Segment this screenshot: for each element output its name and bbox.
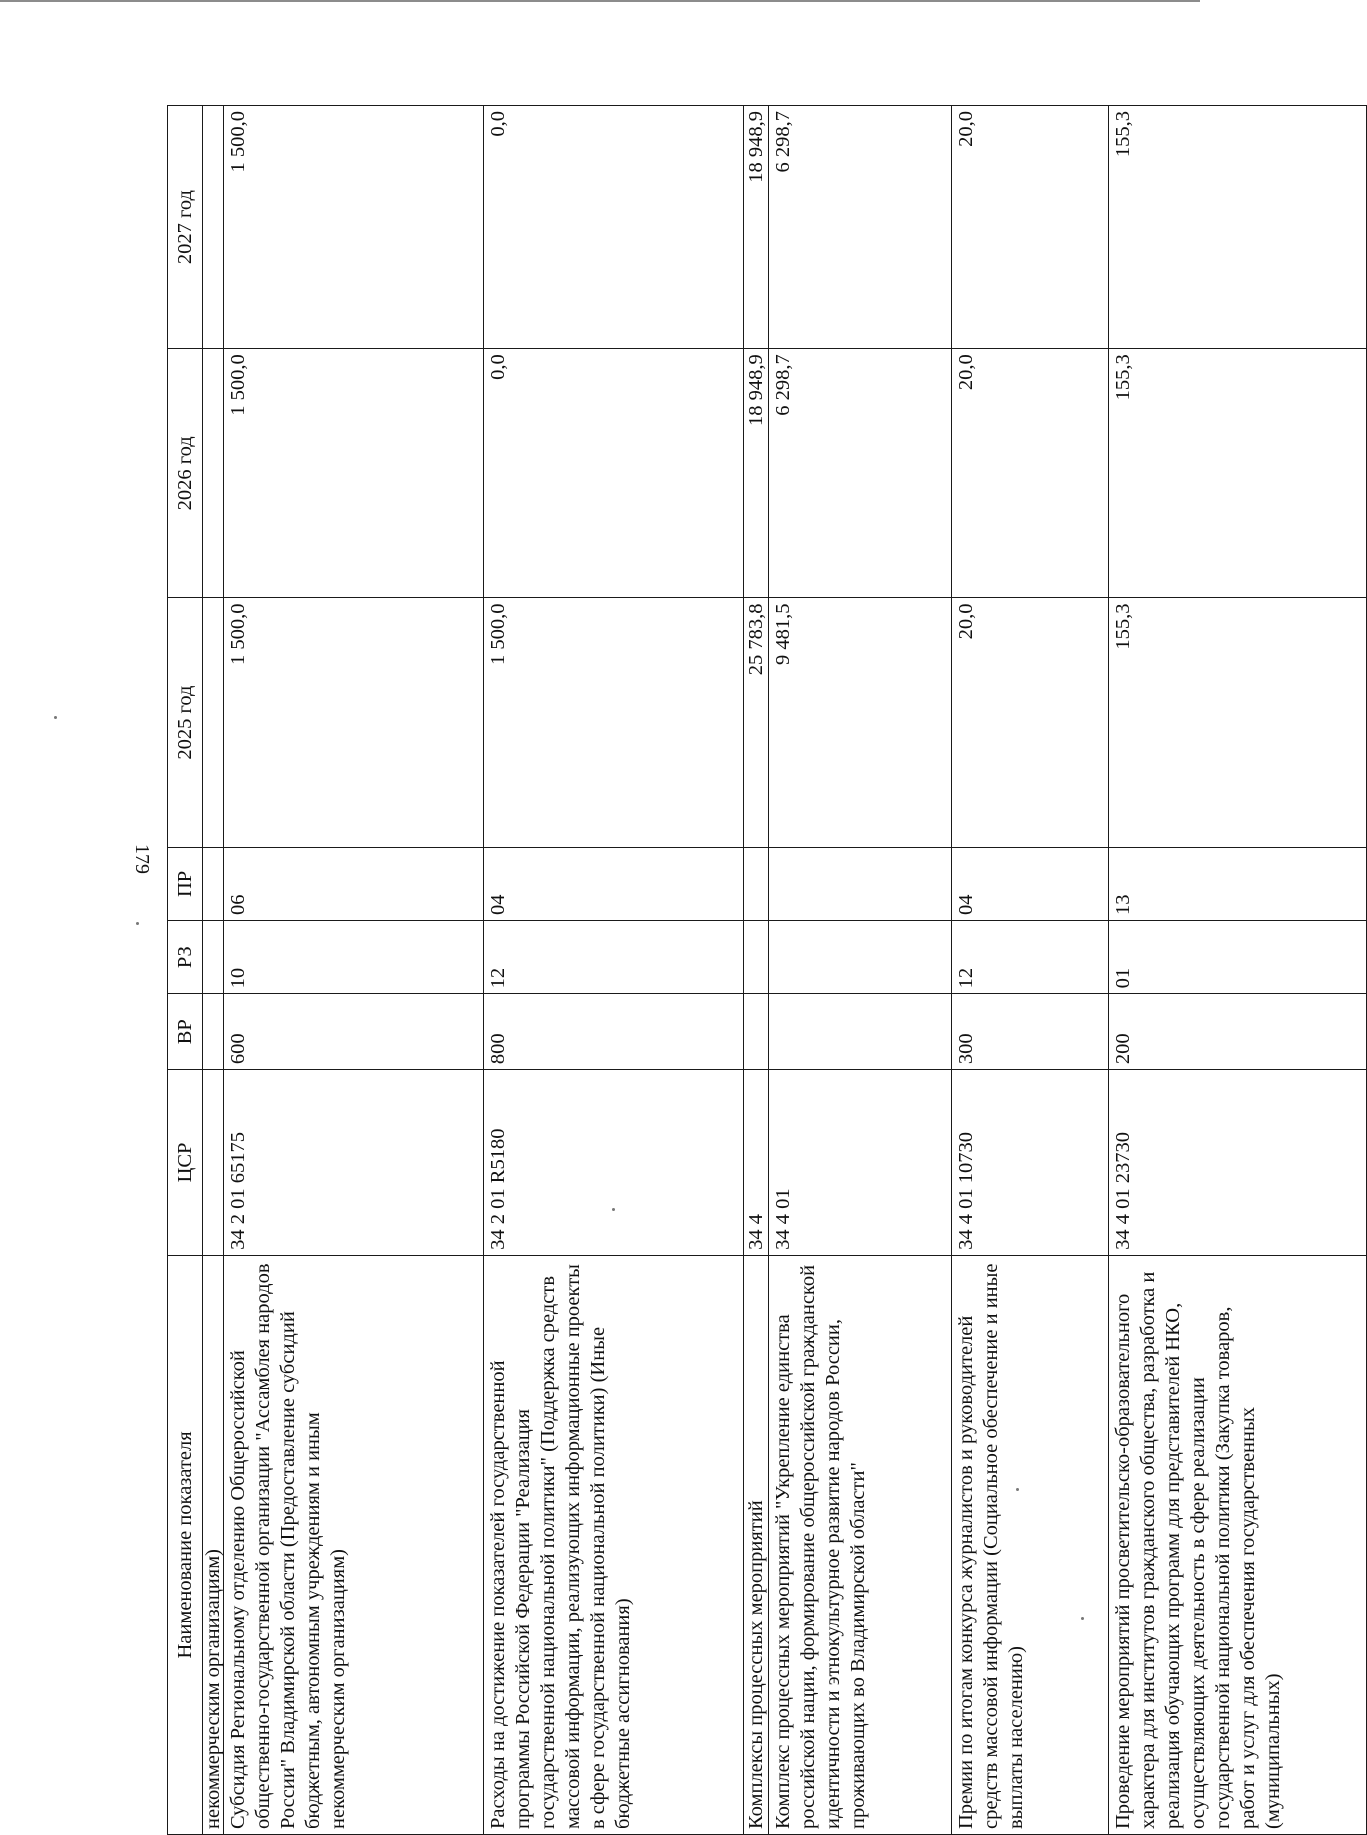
row-2025: 1 500,0 [484, 598, 744, 847]
row-2026: 18 948,9 [744, 349, 769, 598]
row-csr: 34 4 [744, 1070, 769, 1256]
row-rz [744, 921, 769, 994]
scan-top-edge [0, 0, 1200, 2]
row-pr [769, 847, 952, 920]
row-pr: 13 [1109, 847, 1367, 920]
row-rz: 12 [952, 921, 1109, 994]
row-pr [744, 847, 769, 920]
table-row [224, 106, 484, 1835]
row-2026: 1 500,0 [224, 349, 484, 598]
row-name: Проведение мероприятий просветительско-образовательного характера для институтов гражданского общества, разработка и реализация обучающих программ для представителей НКО, осуществляющих деятельность в сфере реализации государственной национальной политики (Закупка товаров, работ и услуг для обеспечения государственных (муниципальных) [1109, 1255, 1367, 1834]
row-2027: 18 948,9 [744, 106, 769, 349]
header-name: Наименование показателя [168, 1255, 203, 1834]
row-pr: 06 [224, 847, 484, 920]
row-csr: 34 2 01 R5180 [484, 1070, 744, 1256]
row-2026: 0,0 [484, 349, 744, 598]
table-row [1109, 106, 1367, 1835]
row-2025: 9 481,5 [769, 598, 952, 847]
row-vr: 800 [484, 994, 744, 1070]
header-rz: РЗ [168, 921, 203, 994]
row-2027: 20,0 [952, 106, 1109, 349]
row-csr: 34 4 01 10730 [952, 1070, 1109, 1256]
row-rz [203, 921, 224, 994]
header-csr: ЦСР [168, 1070, 203, 1256]
row-name: Комплекс процессных мероприятий "Укрепление единства российской нации, формирование общероссийской гражданской идентичности и этнокультурное развитие народов России, проживающих во Владимирской области" [769, 1255, 952, 1834]
header-2025: 2025 год [168, 598, 203, 847]
row-2027: 6 298,7 [769, 106, 952, 349]
row-pr: 04 [952, 847, 1109, 920]
row-pr [203, 847, 224, 920]
table-row [203, 106, 224, 1835]
scan-speck [1016, 1488, 1019, 1491]
row-2025: 1 500,0 [224, 598, 484, 847]
row-csr: 34 4 01 23730 [1109, 1070, 1367, 1256]
row-2026: 20,0 [952, 349, 1109, 598]
row-csr: 34 4 01 [769, 1070, 952, 1256]
table-row [769, 106, 952, 1835]
row-2025 [203, 598, 224, 847]
row-csr [203, 1070, 224, 1256]
row-rz [769, 921, 952, 994]
row-2025: 25 783,8 [744, 598, 769, 847]
row-name: Премии по итогам конкурса журналистов и руководителей средств массовой информации (Социальное обеспечение и иные выплаты населению) [952, 1255, 1109, 1834]
header-2027: 2027 год [168, 106, 203, 349]
budget-table [167, 105, 1367, 1835]
row-csr: 34 2 01 65175 [224, 1070, 484, 1256]
row-2026: 6 298,7 [769, 349, 952, 598]
row-rz: 10 [224, 921, 484, 994]
row-name: Комплексы процессных мероприятий [744, 1255, 769, 1834]
scan-speck [136, 922, 139, 925]
table-header-row [168, 106, 203, 1835]
table-row [484, 106, 744, 1835]
header-2026: 2026 год [168, 349, 203, 598]
row-vr [769, 994, 952, 1070]
row-2025: 20,0 [952, 598, 1109, 847]
row-rz: 01 [1109, 921, 1367, 994]
row-name: Субсидия Региональному отделению Общероссийской общественно-государственной организации "Ассамблея народов России" Владимирской области (Предоставление субсидий бюджетным, автономным учреждениям и иным некоммерческим организациям) [224, 1255, 484, 1834]
row-name: Расходы на достижение показателей государственной программы Российской Федерации "Реализация государственной национальной политики" (Поддержка средств массовой информации, реализующих информационные проекты в сфере государственной национальной политики) (Иные бюджетные ассигнования) [484, 1255, 744, 1834]
page-number: 179 [131, 844, 153, 874]
row-rz: 12 [484, 921, 744, 994]
row-2026: 155,3 [1109, 349, 1367, 598]
scan-speck [612, 1208, 615, 1211]
row-name: некоммерческим организациям) [203, 1255, 224, 1834]
row-2027: 155,3 [1109, 106, 1367, 349]
row-2027 [203, 106, 224, 349]
row-2027: 1 500,0 [224, 106, 484, 349]
row-vr [203, 994, 224, 1070]
row-pr: 04 [484, 847, 744, 920]
row-vr: 300 [952, 994, 1109, 1070]
table-row [952, 106, 1109, 1835]
header-pr: ПР [168, 847, 203, 920]
row-2027: 0,0 [484, 106, 744, 349]
row-vr: 200 [1109, 994, 1367, 1070]
table-row [744, 106, 769, 1835]
budget-table-frame [167, 105, 1284, 1835]
header-vr: ВР [168, 994, 203, 1070]
row-vr: 600 [224, 994, 484, 1070]
scan-speck [54, 716, 57, 719]
row-2026 [203, 349, 224, 598]
row-2025: 155,3 [1109, 598, 1367, 847]
row-vr [744, 994, 769, 1070]
scan-speck [1081, 1617, 1084, 1620]
